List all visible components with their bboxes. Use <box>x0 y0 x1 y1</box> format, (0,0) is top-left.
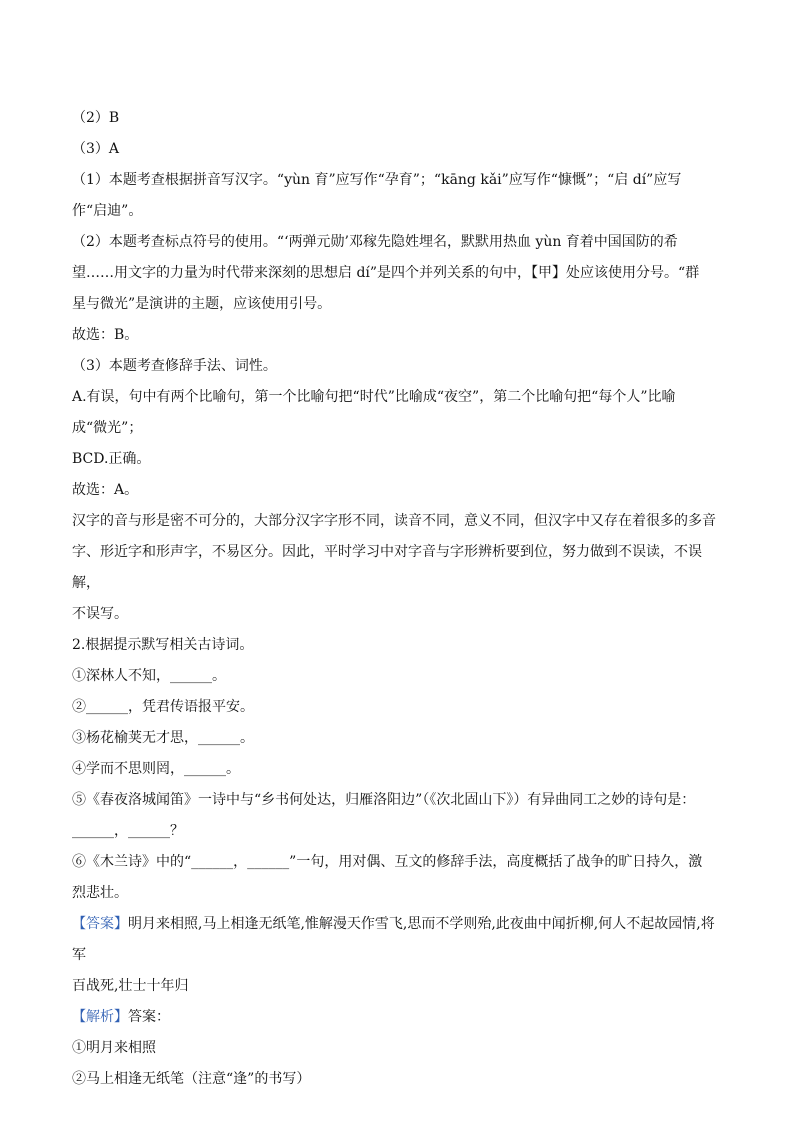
answer-q2: （2）B <box>72 110 120 126</box>
answer-line-2: 百战死,壮士十年归 <box>72 978 189 994</box>
question-2-item-4: ④学而不思则罔，______。 <box>72 761 240 777</box>
summary-line-3: 不误写。 <box>72 606 128 622</box>
question-2-item-3: ③杨花榆荚无才思，______。 <box>72 730 254 746</box>
explanation-3-choice: 故选：A。 <box>72 482 139 498</box>
explanation-3-line-3: BCD.正确。 <box>72 451 151 467</box>
analysis-text: 答案： <box>128 1009 170 1025</box>
explanation-1-line-2: 作“启迪”。 <box>72 203 143 219</box>
question-2-item-6-line-1: ⑥《木兰诗》中的“______，______”一句，用对偶、互文的修辞手法，高度概括了战争的旷日持久，激 <box>72 854 703 870</box>
question-2-item-5-line-1: ⑤《春夜洛城闻笛》一诗中与“乡书何处达，归雁洛阳边”（《次北固山下》）有异曲同工之妙的诗句是： <box>72 792 696 808</box>
question-2-item-6-line-2: 烈悲壮。 <box>72 885 128 901</box>
summary-line-2: 字、形近字和形声字，不易区分。因此，平时学习中对字音与字形辨析要到位，努力做到不误读，不误解， <box>72 544 702 591</box>
answer-q3: （3）A <box>72 141 120 157</box>
question-2-title: 2.根据提示默写相关古诗词。 <box>72 637 254 653</box>
answer-text: 明月来相照,马上相逢无纸笔,惟解漫天作雪飞,思而不学则殆,此夜曲中闻折柳,何人不起故园情,将军 <box>72 916 715 963</box>
explanation-2-line-1: （2）本题考查标点符号的使用。“‘两弹元勋’邓稼先隐姓埋名，默默用热血 yùn 育着中国国防的希 <box>72 234 678 250</box>
explanation-2-choice: 故选：B。 <box>72 327 139 343</box>
explanation-3-head: （3）本题考查修辞手法、词性。 <box>72 358 277 374</box>
question-2-item-2: ②______，凭君传语报平安。 <box>72 699 254 715</box>
analysis-item-1: ①明月来相照 <box>72 1040 156 1056</box>
answer-tag: 【答案】 <box>72 916 128 932</box>
explanation-3-line-1: A.有误，句中有两个比喻句，第一个比喻句把“时代”比喻成“夜空”，第二个比喻句把“每个人”比喻 <box>72 389 676 405</box>
explanation-1-line-1: （1）本题考查根据拼音写汉字。“yùn 育”应写作“孕育”；“kāng kǎi”应写作“慷慨”；“启 dí”应写 <box>72 172 682 188</box>
question-2-item-1: ①深林人不知，______。 <box>72 668 226 684</box>
summary-line-1: 汉字的音与形是密不可分的，大部分汉字字形不同，读音不同，意义不同，但汉字中又存在着很多的多音 <box>72 513 716 529</box>
analysis-line <box>72 1002 722 1033</box>
analysis-item-2: ②马上相逢无纸笔（注意“逢”的书写） <box>72 1071 311 1087</box>
explanation-2-line-3: 星与微光”是演讲的主题，应该使用引号。 <box>72 296 332 312</box>
question-2-item-5-line-2: ______，______？ <box>72 823 184 839</box>
answer-line-1 <box>72 909 722 971</box>
explanation-2-line-2: 望……用文字的力量为时代带来深刻的思想启 dí”是四个并列关系的句中，【甲】处应该使用分号。“群 <box>72 265 700 281</box>
explanation-3-line-2: 成“微光”； <box>72 420 143 436</box>
analysis-tag: 【解析】 <box>72 1009 128 1025</box>
